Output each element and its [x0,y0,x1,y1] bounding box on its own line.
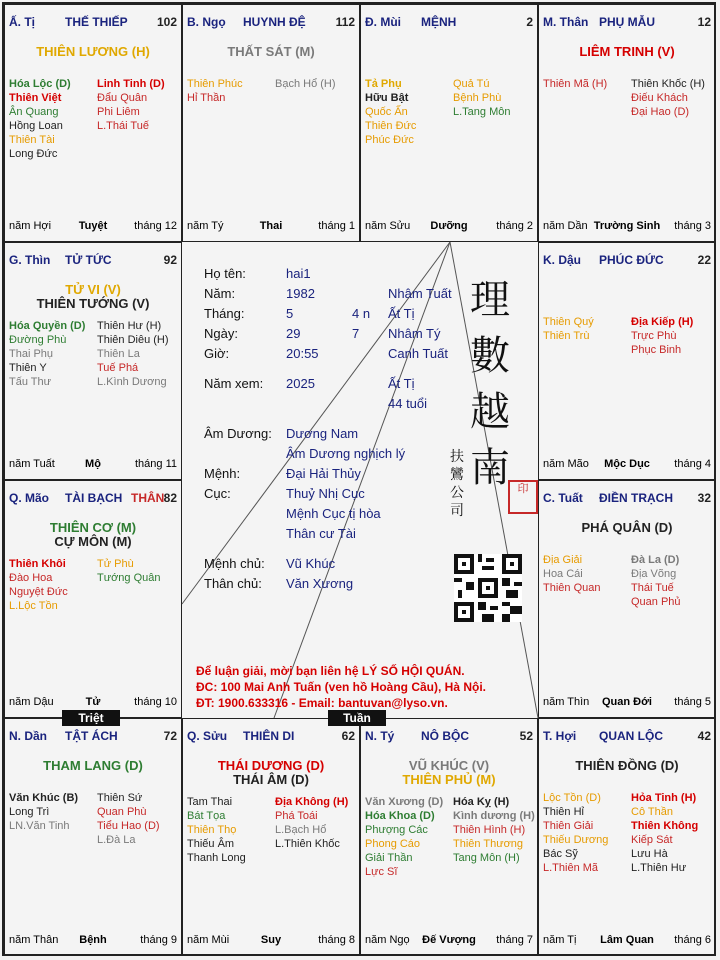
minor-star: Thanh Long [187,852,246,864]
minor-star: L.Đà La [97,834,136,846]
minor-star: Thiên Hư (H) [97,320,162,332]
nam-value: 1982 [286,286,315,301]
minor-star: Thiên Trù [543,330,590,342]
palace-year: năm Thìn [543,696,590,708]
cuc-note-2: Thân cư Tài [286,526,356,541]
am-duong-value: Dương Nam [286,426,359,441]
triet-tag: Triệt [62,710,120,726]
palace-name: THIÊN DI [243,729,295,743]
minor-star: Lưu Hà [631,848,668,860]
minor-star: Địa Giải [543,554,583,566]
minor-star: Địa Võng [631,568,677,580]
palace-year: năm Thân [9,934,59,946]
gio-label: Giờ: [204,346,230,361]
am-duong-label: Âm Dương: [204,426,272,441]
seal-small-char: 公 [450,485,464,501]
ngay-value: 29 [286,326,301,341]
minor-star: Tấu Thư [9,376,52,388]
palace-year: năm Tị [543,934,577,946]
palace-month: tháng 9 [140,934,177,946]
minor-star: Địa Không (H) [275,796,349,808]
minor-star: Điếu Khách [631,92,688,104]
minor-star: Lộc Tồn (D) [543,792,601,804]
minor-star: L.Thái Tuế [97,120,149,132]
palace-month: tháng 8 [318,934,355,946]
minor-star: Hồng Loan [9,120,63,132]
minor-star: Hóa Khoa (D) [365,810,435,822]
palace-year: năm Dần [543,220,588,232]
minor-star: Tuế Phá [97,362,139,374]
minor-star: Thiên La [97,348,140,360]
palace-year: năm Dậu [9,696,54,708]
palace-stage: Tử [85,696,101,708]
cuc-label: Cục: [204,486,231,501]
palace-branch: T. Hợi [543,729,577,743]
minor-star: L.Thiên Mã [543,862,599,874]
palace-month: tháng 6 [674,934,711,946]
palace-number: 2 [526,15,533,29]
red-stamp-icon: 印 [508,480,538,514]
menh-label: Mệnh: [204,466,241,481]
nam-label: Năm: [204,286,236,301]
palace-number: 102 [156,15,177,29]
palace-month: tháng 4 [674,458,711,470]
minor-star: Ân Quang [9,106,59,118]
palace-year: năm Ngọ [365,934,410,946]
palace-branch: C. Tuất [543,491,583,505]
ho-ten-label: Họ tên: [204,266,246,281]
gio-can-chi: Canh Tuất [388,346,448,361]
palace-year: năm Sửu [365,220,411,232]
palace-stage: Quan Đới [602,696,652,708]
minor-star: Hoa Cái [543,568,583,580]
palace-month: tháng 11 [134,458,177,470]
palace-stage: Mộ [85,458,101,470]
palace-number: 72 [163,729,177,743]
tu-vi-chart-board [2,2,716,956]
minor-star: Quan Phù [97,806,147,818]
tuan-tag: Tuần [328,710,386,726]
minor-star: Thiên Y [9,362,47,374]
minor-star: Văn Xương (D) [365,796,444,808]
minor-star: Đường Phù [9,334,67,346]
minor-star: Phục Binh [631,344,682,356]
palace-stage: Mộc Dục [604,458,650,470]
seal-char: 越 [470,389,510,435]
minor-star: Cô Thần [631,806,673,818]
main-star: LIÊM TRINH (V) [579,44,675,59]
nam-xem-can-chi: Ất Tị [388,376,415,391]
palace-name: TỬ TỨC [65,253,112,267]
palace-name: ĐIỀN TRẠCH [599,491,673,505]
palace-name: NÔ BỘC [421,729,469,743]
minor-star: Long Đức [9,148,58,160]
minor-star: Thái Tuế [631,582,674,594]
palace-branch: Ấ. Tị [9,15,35,29]
minor-star: L.Thiên Hư [631,862,687,874]
palace-month: tháng 5 [674,696,711,708]
main-star: PHÁ QUÂN (D) [581,520,673,535]
seal-small-char: 鸞 [450,467,464,483]
main-star: THIÊN CƠ (M) [49,520,137,535]
minor-star: Thiên Phúc [187,78,243,90]
palace-branch: N. Tý [365,729,395,743]
minor-star: Thiếu Dương [543,834,609,846]
ngay-label: Ngày: [204,326,238,341]
seal-small-char: 司 [450,503,464,519]
main-star: THẤT SÁT (M) [227,44,315,59]
palace-number: 92 [163,253,177,267]
main-star: CỰ MÔN (M) [54,534,132,549]
cuc-note-1: Mệnh Cục tị hòa [286,506,381,521]
minor-star: L.Kình Dương [97,376,167,388]
minor-star: Nguyệt Đức [9,586,68,598]
gio-value: 20:55 [286,346,319,361]
center-info-panel [182,242,538,718]
minor-star: Lực Sĩ [365,866,398,878]
ngay-am: 7 [352,326,360,341]
minor-star: Đẩu Quân [97,92,148,104]
palace-month: tháng 3 [674,220,711,232]
main-star: TỬ VI (V) [65,282,121,297]
minor-star: Bệnh Phù [453,92,502,104]
palace-month: tháng 2 [496,220,533,232]
minor-star: Thiên Việt [9,92,62,104]
minor-star: Thiên Khôi [9,558,66,570]
palace-name: QUAN LỘC [599,729,663,743]
palace-year: năm Tý [187,220,224,232]
thang-am: 4 n [352,306,371,321]
seal-calligraphy [470,272,526,496]
nam-xem-label: Năm xem: [204,376,264,391]
minor-star: Linh Tinh (D) [97,78,165,90]
palace-year: năm Hợi [9,220,52,232]
minor-star: L.Bạch Hổ [275,824,327,836]
main-star: THIÊN TƯỚNG (V) [36,296,150,311]
minor-star: Thiên Quan [543,582,601,594]
palace-name: PHÚC ĐỨC [599,253,664,267]
cuc-value: Thuỷ Nhị Cục [286,486,365,501]
minor-star: Tiểu Hao (D) [97,820,160,832]
ho-ten-value: hai1 [286,266,311,281]
contact-line-2: ĐC: 100 Mai Anh Tuấn (ven hồ Hoàng Cầu), Hà Nội. [196,680,487,694]
nam-xem-value: 2025 [286,376,315,391]
palace-number: 52 [519,729,533,743]
minor-star: Tang Môn (H) [453,852,520,864]
minor-star: Hóa Kỵ (H) [453,796,510,808]
minor-star: LN.Văn Tinh [9,820,70,832]
palace-branch: Đ. Mùi [365,15,401,29]
minor-star: Long Trì [9,806,50,818]
seal-small-char: 扶 [450,449,464,465]
menh-chu-label: Mệnh chủ: [204,556,265,571]
palace-branch: N. Dần [9,729,48,743]
minor-star: Thiên Tài [9,134,55,146]
minor-star: Văn Khúc (B) [9,792,79,804]
palace-branch: Q. Mão [9,491,50,505]
palace-number: 22 [697,253,711,267]
minor-star: Quan Phủ [631,596,681,608]
minor-star: Hỉ Thần [187,92,226,104]
minor-star: Giải Thần [365,852,413,864]
thang-can-chi: Ất Tị [388,306,415,321]
palace-branch: M. Thân [543,15,589,29]
than-chu-value: Văn Xương [286,576,354,591]
minor-star: Hỏa Tinh (H) [631,792,697,804]
palace-number: 42 [697,729,711,743]
seal-small-text [450,448,468,520]
palace-stage: Thai [259,220,283,232]
minor-star: Thiên Hỉ [543,806,584,818]
minor-star: Thiếu Âm [187,838,235,850]
minor-star: Đà La (D) [631,554,680,566]
minor-star: Thiên Thọ [187,824,237,836]
minor-star: Hóa Lộc (D) [9,78,71,90]
minor-star: Thiên Sứ [97,792,143,804]
am-duong-note: Âm Dương nghịch lý [286,446,406,461]
palace-name: TẬT ÁCH [65,729,118,743]
minor-star: Hữu Bật [365,92,409,104]
palace-name: THẾ THIẾP [65,15,128,29]
minor-star: Thiên Không [631,820,699,832]
minor-star: Phi Liêm [97,106,140,118]
minor-star: Thiên Hình (H) [453,824,526,836]
palace-stage: Tuyệt [78,220,108,232]
main-star: THÁI DƯƠNG (D) [217,758,325,773]
palace-month: tháng 10 [134,696,177,708]
minor-star: Quốc Ấn [365,106,408,118]
palace-name: HUYNH ĐỆ [243,15,306,29]
minor-star: Bạch Hổ (H) [275,78,336,90]
minor-star: Đào Hoa [9,572,53,584]
minor-star: Phượng Các [365,824,428,836]
minor-star: Phá Toái [275,810,318,822]
menh-chu-value: Vũ Khúc [286,556,336,571]
minor-star: Tử Phù [97,558,134,570]
minor-star: Hóa Quyền (D) [9,320,86,332]
palace-branch: G. Thìn [9,253,51,267]
palace-branch: Q. Sửu [187,729,228,743]
palace-name: PHỤ MẪU [599,15,655,29]
qr-code-icon[interactable] [454,554,522,622]
seal-char: 數 [470,333,510,379]
main-star: THIÊN PHỦ (M) [402,772,496,787]
contact-line-3[interactable]: ĐT: 1900.633316 - Email: bantuvan@lyso.vn. [196,696,448,710]
palace-stage: Trường Sinh [593,220,661,232]
minor-star: Quả Tú [453,78,490,90]
palace-number: 82 [163,491,177,505]
minor-star: Bát Tọa [187,810,226,822]
main-star: THÁI ÂM (D) [233,772,309,787]
palace-month: tháng 1 [318,220,355,232]
palace-number: 112 [335,15,355,29]
palace-stage: Bệnh [79,934,107,946]
minor-star: Trực Phù [631,330,677,342]
palace-name: MỆNH [421,15,457,29]
tuoi-value: 44 tuổi [388,396,428,411]
nam-can-chi: Nhâm Tuất [388,286,452,301]
palace-month: tháng 7 [496,934,533,946]
minor-star: L.Tang Môn [453,106,511,118]
main-star: THIÊN ĐỒNG (D) [575,758,679,773]
palace-year: năm Mùi [187,934,230,946]
palace-number: 32 [697,491,711,505]
minor-star: Thiên Giải [543,820,594,832]
thang-value: 5 [286,306,294,321]
thang-label: Tháng: [204,306,245,321]
main-star: THIÊN LƯƠNG (H) [36,44,150,59]
palace-number: 12 [697,15,711,29]
minor-star: Kiếp Sát [631,834,673,846]
palace-stage: Lâm Quan [600,934,654,946]
palace-stage: Đế Vượng [422,934,476,946]
contact-line-1: Để luận giải, mời bạn liên hệ LÝ SỐ HỘI QUÁN. [196,664,465,678]
minor-star: Thai Phụ [9,348,54,360]
minor-star: Phong Cáo [365,838,421,850]
palace-year: năm Tuất [9,458,55,470]
minor-star: L.Lộc Tồn [9,600,58,612]
seal-char: 南 [470,445,510,491]
palace-year: năm Mão [543,458,589,470]
palace-number: 62 [341,729,355,743]
ngay-can-chi: Nhâm Tý [388,326,441,341]
minor-star: Thiên Diêu (H) [97,334,169,346]
minor-star: Đại Hao (D) [631,106,690,118]
palace-name: TÀI BẠCH [65,491,123,505]
minor-star: Tướng Quân [97,572,161,584]
main-star: THAM LANG (D) [43,758,143,773]
minor-star: Thiên Đức [365,120,417,132]
than-marker: THÂN [131,491,165,505]
main-star: VŨ KHÚC (V) [408,758,490,773]
minor-star: Bác Sỹ [543,848,578,860]
minor-star: Phúc Đức [365,134,414,146]
minor-star: Tả Phụ [365,78,402,90]
palace-branch: B. Ngọ [187,15,226,29]
palace-branch: K. Dậu [543,253,582,267]
minor-star: Thiên Mã (H) [543,78,608,90]
minor-star: Kình dương (H) [453,810,535,822]
minor-star: L.Thiên Khốc [275,838,340,850]
minor-star: Thiên Thương [453,838,524,850]
palace-month: tháng 12 [134,220,177,232]
minor-star: Tam Thai [187,796,233,808]
palace-stage: Suy [260,934,282,946]
seal-char: 理 [470,277,510,323]
palace-stage: Dưỡng [430,220,468,232]
minor-star: Thiên Quý [543,316,594,328]
than-chu-label: Thân chủ: [204,576,262,591]
minor-star: Địa Kiếp (H) [631,316,694,328]
minor-star: Thiên Khốc (H) [631,78,705,90]
menh-value: Đại Hải Thủy [286,466,361,481]
